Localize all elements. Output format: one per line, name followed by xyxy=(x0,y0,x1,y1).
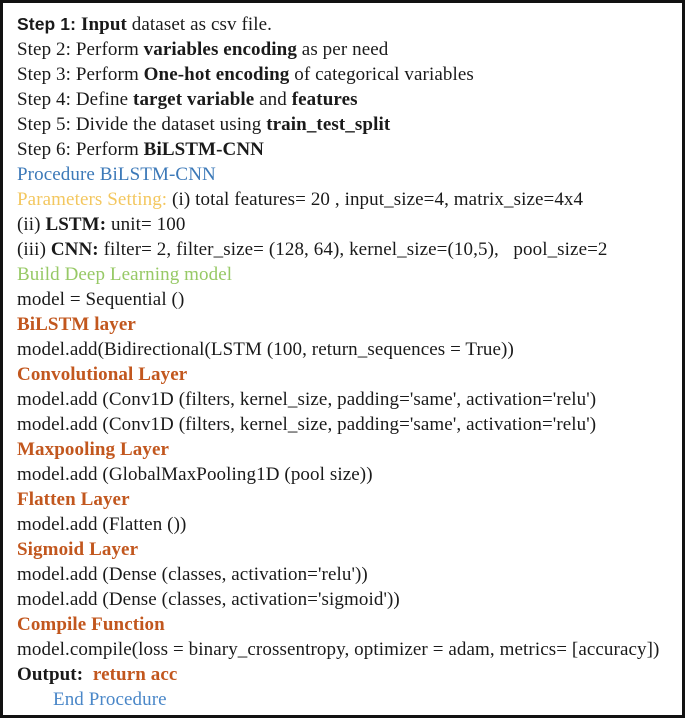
text-segment: CNN: xyxy=(50,239,99,260)
text-segment: Parameters Setting: xyxy=(17,189,168,210)
pseudocode-line xyxy=(17,562,670,587)
text-segment: BiLSTM-CNN xyxy=(143,139,264,160)
text-segment: dataset as csv file. xyxy=(126,14,273,35)
pseudocode-line xyxy=(17,312,670,337)
text-segment: model.add (GlobalMaxPooling1D (pool size)) xyxy=(17,464,373,485)
text-segment: (ii) xyxy=(17,214,46,235)
text-segment: LSTM: xyxy=(45,214,107,235)
pseudocode-line xyxy=(17,512,670,537)
text-segment: (i) total features= 20 , input_size=4, matrix_size=4x4 xyxy=(167,189,584,210)
text-segment: Step 4: Define xyxy=(17,89,134,110)
text-segment: Maxpooling Layer xyxy=(17,439,170,460)
pseudocode-line xyxy=(17,687,670,712)
text-segment: filter= 2, filter_size= (128, 64), kernel_size=(10,5), pool_size=2 xyxy=(98,239,608,260)
text-segment: Step 2: Perform xyxy=(17,39,144,60)
text-segment: model.add (Flatten ()) xyxy=(17,514,187,535)
pseudocode-line xyxy=(17,287,670,312)
text-segment: BiLSTM layer xyxy=(17,314,136,335)
pseudocode-line xyxy=(17,337,670,362)
text-segment: as per need xyxy=(296,39,389,60)
text-segment: model.add (Conv1D (filters, kernel_size, padding='same', activation='relu') xyxy=(17,414,597,435)
text-segment: Sigmoid Layer xyxy=(17,539,139,560)
text-segment: Step 3: Perform xyxy=(17,64,144,85)
text-segment: of categorical variables xyxy=(289,64,474,85)
pseudocode-line xyxy=(17,162,670,187)
text-segment: Input xyxy=(81,14,127,35)
text-segment: model.add (Conv1D (filters, kernel_size, padding='same', activation='relu') xyxy=(17,389,597,410)
pseudocode-line xyxy=(17,87,670,112)
text-segment: One-hot encoding xyxy=(143,64,290,85)
pseudocode-line xyxy=(17,587,670,612)
pseudocode-line xyxy=(17,62,670,87)
text-segment: train_test_split xyxy=(266,114,391,135)
pseudocode-line xyxy=(17,237,670,262)
pseudocode-line xyxy=(17,262,670,287)
text-segment: Step 1: xyxy=(17,14,82,34)
pseudocode-line xyxy=(17,537,670,562)
text-segment: Build Deep Learning model xyxy=(17,264,233,285)
pseudocode-line xyxy=(17,187,670,212)
pseudocode-line xyxy=(17,462,670,487)
text-segment: Compile Function xyxy=(17,614,165,635)
text-segment: model.add (Dense (classes, activation='sigmoid')) xyxy=(17,589,400,610)
text-segment: Flatten Layer xyxy=(17,489,130,510)
text-segment: model.compile(loss = binary_crossentropy, optimizer = adam, metrics= [accuracy]) xyxy=(17,639,660,660)
pseudocode-line xyxy=(17,112,670,137)
text-segment: (iii) xyxy=(17,239,51,260)
text-segment: Output: xyxy=(17,664,93,685)
pseudocode-line xyxy=(17,412,670,437)
text-segment: Procedure BiLSTM-CNN xyxy=(17,164,216,185)
pseudocode-lines xyxy=(17,12,670,712)
text-segment: Step 5: Divide the dataset using xyxy=(17,114,267,135)
pseudocode-line xyxy=(17,212,670,237)
text-segment: and xyxy=(254,89,292,110)
pseudocode-line xyxy=(17,387,670,412)
pseudocode-line xyxy=(17,612,670,637)
text-segment: features xyxy=(291,89,358,110)
pseudocode-line xyxy=(17,362,670,387)
text-segment: Convolutional Layer xyxy=(17,364,188,385)
text-segment: return acc xyxy=(92,664,178,685)
text-segment: unit= 100 xyxy=(106,214,186,235)
pseudocode-line xyxy=(17,37,670,62)
pseudocode-line xyxy=(17,662,670,687)
text-segment: End Procedure xyxy=(53,689,167,710)
text-segment: variables encoding xyxy=(143,39,297,60)
text-segment: Step 6: Perform xyxy=(17,139,144,160)
text-segment: model.add (Dense (classes, activation='relu')) xyxy=(17,564,368,585)
pseudocode-line xyxy=(17,487,670,512)
pseudocode-line xyxy=(17,137,670,162)
text-segment: model.add(Bidirectional(LSTM (100, return_sequences = True)) xyxy=(17,339,514,360)
pseudocode-line xyxy=(17,637,670,662)
text-segment: model = Sequential () xyxy=(17,289,185,310)
pseudocode-line xyxy=(17,437,670,462)
pseudocode-line xyxy=(17,12,670,37)
text-segment: target variable xyxy=(133,89,255,110)
